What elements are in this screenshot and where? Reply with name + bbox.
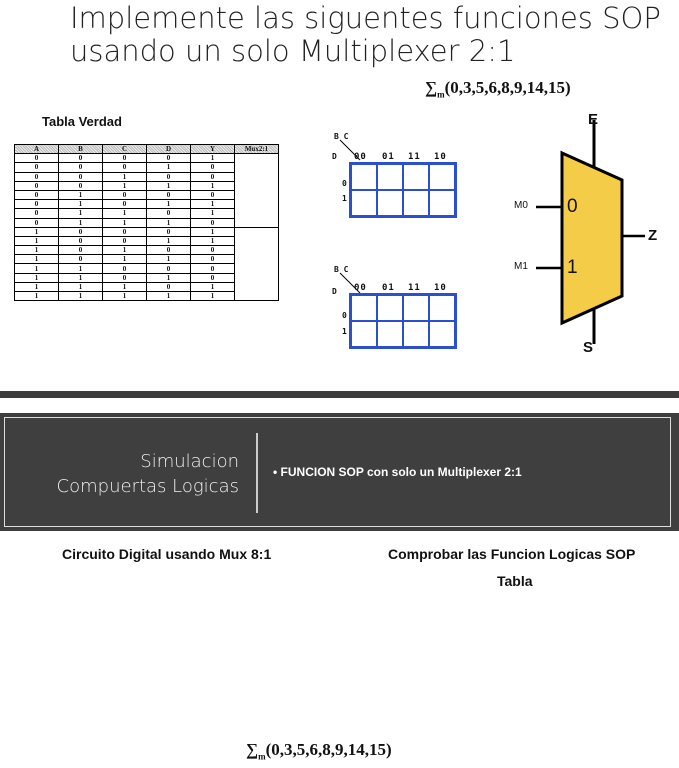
truth-table-cell: 1: [103, 282, 147, 291]
kmap-1-col-10: 10: [434, 152, 447, 162]
truth-table-cell: 0: [191, 273, 235, 282]
truth-table-cell: 0: [147, 154, 191, 163]
truth-table-cell: 0: [147, 246, 191, 255]
truth-table-cell: 0: [191, 190, 235, 199]
sop-expression-top: [425, 78, 571, 99]
truth-table-cell: 1: [147, 181, 191, 190]
minterm-subscript-bottom: m: [258, 751, 266, 762]
truth-table-cell: 0: [103, 200, 147, 209]
mux-in0-value: 0: [567, 196, 578, 217]
truth-table-cell: 0: [147, 227, 191, 236]
truth-table-cell: 1: [59, 282, 103, 291]
truth-table-cell: 0: [103, 154, 147, 163]
truth-table-label: Tabla Verdad: [42, 114, 122, 129]
truth-table-cell: 0: [15, 181, 59, 190]
truth-table-cell: 1: [59, 273, 103, 282]
truth-table-cell: 0: [191, 264, 235, 273]
truth-table-cell: 0: [191, 218, 235, 227]
mux-output-cell: [235, 154, 279, 228]
kmap-2-bc-label: B C: [334, 265, 349, 274]
kmap-2-row-0: 0: [342, 311, 347, 320]
truth-table-cell: 0: [103, 190, 147, 199]
truth-table-cell: 0: [191, 246, 235, 255]
minterm-list-bottom: (0,3,5,6,8,9,14,15): [265, 740, 392, 759]
truth-table-row: [15, 154, 279, 163]
truth-table-cell: 1: [15, 255, 59, 264]
bullet-dot: •: [273, 465, 281, 479]
truth-table-cell: 1: [59, 190, 103, 199]
mux-enable-label: E: [588, 111, 599, 128]
truth-table-cell: 1: [147, 255, 191, 264]
circuit-label: Circuito Digital usando Mux 8:1: [62, 546, 272, 562]
kmap-1-bc-label: B C: [334, 132, 349, 141]
truth-table-cell: 1: [15, 264, 59, 273]
tabla-label: Tabla: [497, 573, 533, 589]
truth-table-cell: 1: [59, 264, 103, 273]
banner-heading-line-2: Compuertas Logicas: [56, 476, 239, 497]
minterm-subscript: m: [437, 89, 445, 100]
title-line-2: usando un solo Multiplexer 2:1: [70, 34, 516, 68]
truth-table-cell: 1: [103, 181, 147, 190]
banner-vertical-rule: [256, 433, 258, 513]
mux-in1-value: 1: [567, 257, 578, 278]
truth-table-cell: 1: [15, 273, 59, 282]
truth-table-row: [15, 227, 279, 236]
truth-table-cell: 1: [147, 236, 191, 245]
truth-table-cell: 0: [147, 264, 191, 273]
truth-table: [14, 144, 279, 301]
truth-table-cell: 1: [103, 255, 147, 264]
banner-bullet-item: [273, 465, 522, 479]
truth-table-cell: 0: [59, 154, 103, 163]
section-divider: [0, 391, 679, 398]
truth-table-cell: 0: [15, 172, 59, 181]
mux-output-cell: [235, 227, 279, 301]
banner-heading-line-1: Simulacion: [140, 451, 239, 472]
truth-table-cell: 1: [15, 227, 59, 236]
kmap-1-col-01: 01: [382, 152, 395, 162]
truth-table-cell: 0: [103, 163, 147, 172]
truth-table-cell: 0: [15, 200, 59, 209]
kmap-2-col-11: 11: [408, 283, 421, 293]
kmap-1-d-label: D: [332, 152, 337, 161]
truth-table-cell: 0: [147, 282, 191, 291]
truth-table-cell: 0: [15, 163, 59, 172]
truth-table-cell: 0: [59, 181, 103, 190]
truth-table-cell: 1: [147, 273, 191, 282]
sigma-symbol: ∑: [425, 78, 438, 97]
truth-table-cell: 1: [103, 209, 147, 218]
mux-select-label: S: [583, 339, 594, 356]
comprobar-label: Comprobar las Funcion Logicas SOP: [388, 546, 636, 562]
truth-table-cell: 0: [191, 172, 235, 181]
truth-table-cell: 1: [59, 209, 103, 218]
kmap-2-d-label: D: [332, 287, 337, 296]
truth-table-cell: 1: [103, 218, 147, 227]
truth-table-cell: 0: [59, 163, 103, 172]
truth-table-cell: 0: [103, 264, 147, 273]
banner-heading: [57, 449, 239, 499]
mux-in1-label: M1: [514, 261, 528, 272]
karnaugh-map-1: [312, 128, 482, 220]
truth-table-cell: 1: [147, 292, 191, 301]
truth-table-header: D: [147, 145, 191, 154]
title-line-1: Implemente las siguentes funciones SOP: [70, 1, 661, 35]
banner-bullet-text: FUNCION SOP con solo un Multiplexer 2:1: [280, 465, 522, 479]
kmap-2-col-01: 01: [382, 283, 395, 293]
truth-table-cell: 0: [15, 154, 59, 163]
mux-output-label: Z: [648, 227, 658, 244]
truth-table-header: A: [15, 145, 59, 154]
truth-table-cell: 1: [147, 163, 191, 172]
truth-table-cell: 1: [191, 292, 235, 301]
truth-table-cell: 1: [191, 154, 235, 163]
truth-table-cell: 0: [15, 209, 59, 218]
kmap-1-row-0: 0: [342, 179, 347, 188]
karnaugh-map-2: [312, 261, 482, 361]
truth-table-cell: 0: [103, 227, 147, 236]
truth-table-cell: 1: [191, 236, 235, 245]
kmap-1-col-11: 11: [408, 152, 421, 162]
truth-table-cell: 0: [15, 190, 59, 199]
truth-table-cell: 1: [15, 292, 59, 301]
kmap-2-row-1: 1: [342, 327, 347, 336]
truth-table-cell: 0: [59, 172, 103, 181]
truth-table-cell: 1: [191, 200, 235, 209]
truth-table-cell: 0: [147, 190, 191, 199]
sop-expression-bottom: [246, 740, 392, 761]
mux-in0-label: M0: [514, 200, 528, 211]
truth-table-cell: 1: [59, 200, 103, 209]
truth-table-cell: 1: [103, 172, 147, 181]
truth-table-header: B: [59, 145, 103, 154]
truth-table-cell: 0: [147, 209, 191, 218]
truth-table-cell: 1: [191, 181, 235, 190]
truth-table-cell: 1: [15, 246, 59, 255]
truth-table-cell: 0: [191, 255, 235, 264]
truth-table-cell: 1: [59, 218, 103, 227]
truth-table-cell: 1: [15, 236, 59, 245]
truth-table-cell: 1: [147, 218, 191, 227]
truth-table-cell: 0: [59, 255, 103, 264]
truth-table-header: C: [103, 145, 147, 154]
truth-table-cell: 0: [103, 236, 147, 245]
truth-table-cell: 0: [59, 227, 103, 236]
kmap-1-col-00: 00: [354, 152, 367, 162]
truth-table-cell: 0: [59, 246, 103, 255]
kmap-2-col-00: 00: [354, 283, 367, 293]
truth-table-cell: 0: [147, 172, 191, 181]
truth-table-cell: 1: [191, 282, 235, 291]
kmap-2-col-10: 10: [434, 283, 447, 293]
truth-table-cell: 1: [103, 246, 147, 255]
truth-table-cell: 1: [59, 292, 103, 301]
truth-table-cell: 1: [191, 209, 235, 218]
kmap-2-grid: [349, 293, 457, 349]
truth-table-cell: 0: [15, 218, 59, 227]
truth-table-cell: 0: [59, 236, 103, 245]
truth-table-cell: 1: [191, 227, 235, 236]
truth-table-cell: 0: [191, 163, 235, 172]
kmap-1-grid: [349, 162, 457, 218]
truth-table-cell: 1: [147, 200, 191, 209]
section-banner: [0, 413, 679, 531]
slide-title: [70, 2, 661, 68]
truth-table-cell: 0: [103, 273, 147, 282]
truth-table-header: Mux2:1: [235, 145, 279, 154]
minterm-list: (0,3,5,6,8,9,14,15): [444, 78, 571, 97]
truth-table-cell: 1: [15, 282, 59, 291]
sigma-symbol-bottom: ∑: [246, 740, 259, 759]
truth-table-header: Y: [191, 145, 235, 154]
kmap-1-row-1: 1: [342, 194, 347, 203]
truth-table-cell: 1: [103, 292, 147, 301]
